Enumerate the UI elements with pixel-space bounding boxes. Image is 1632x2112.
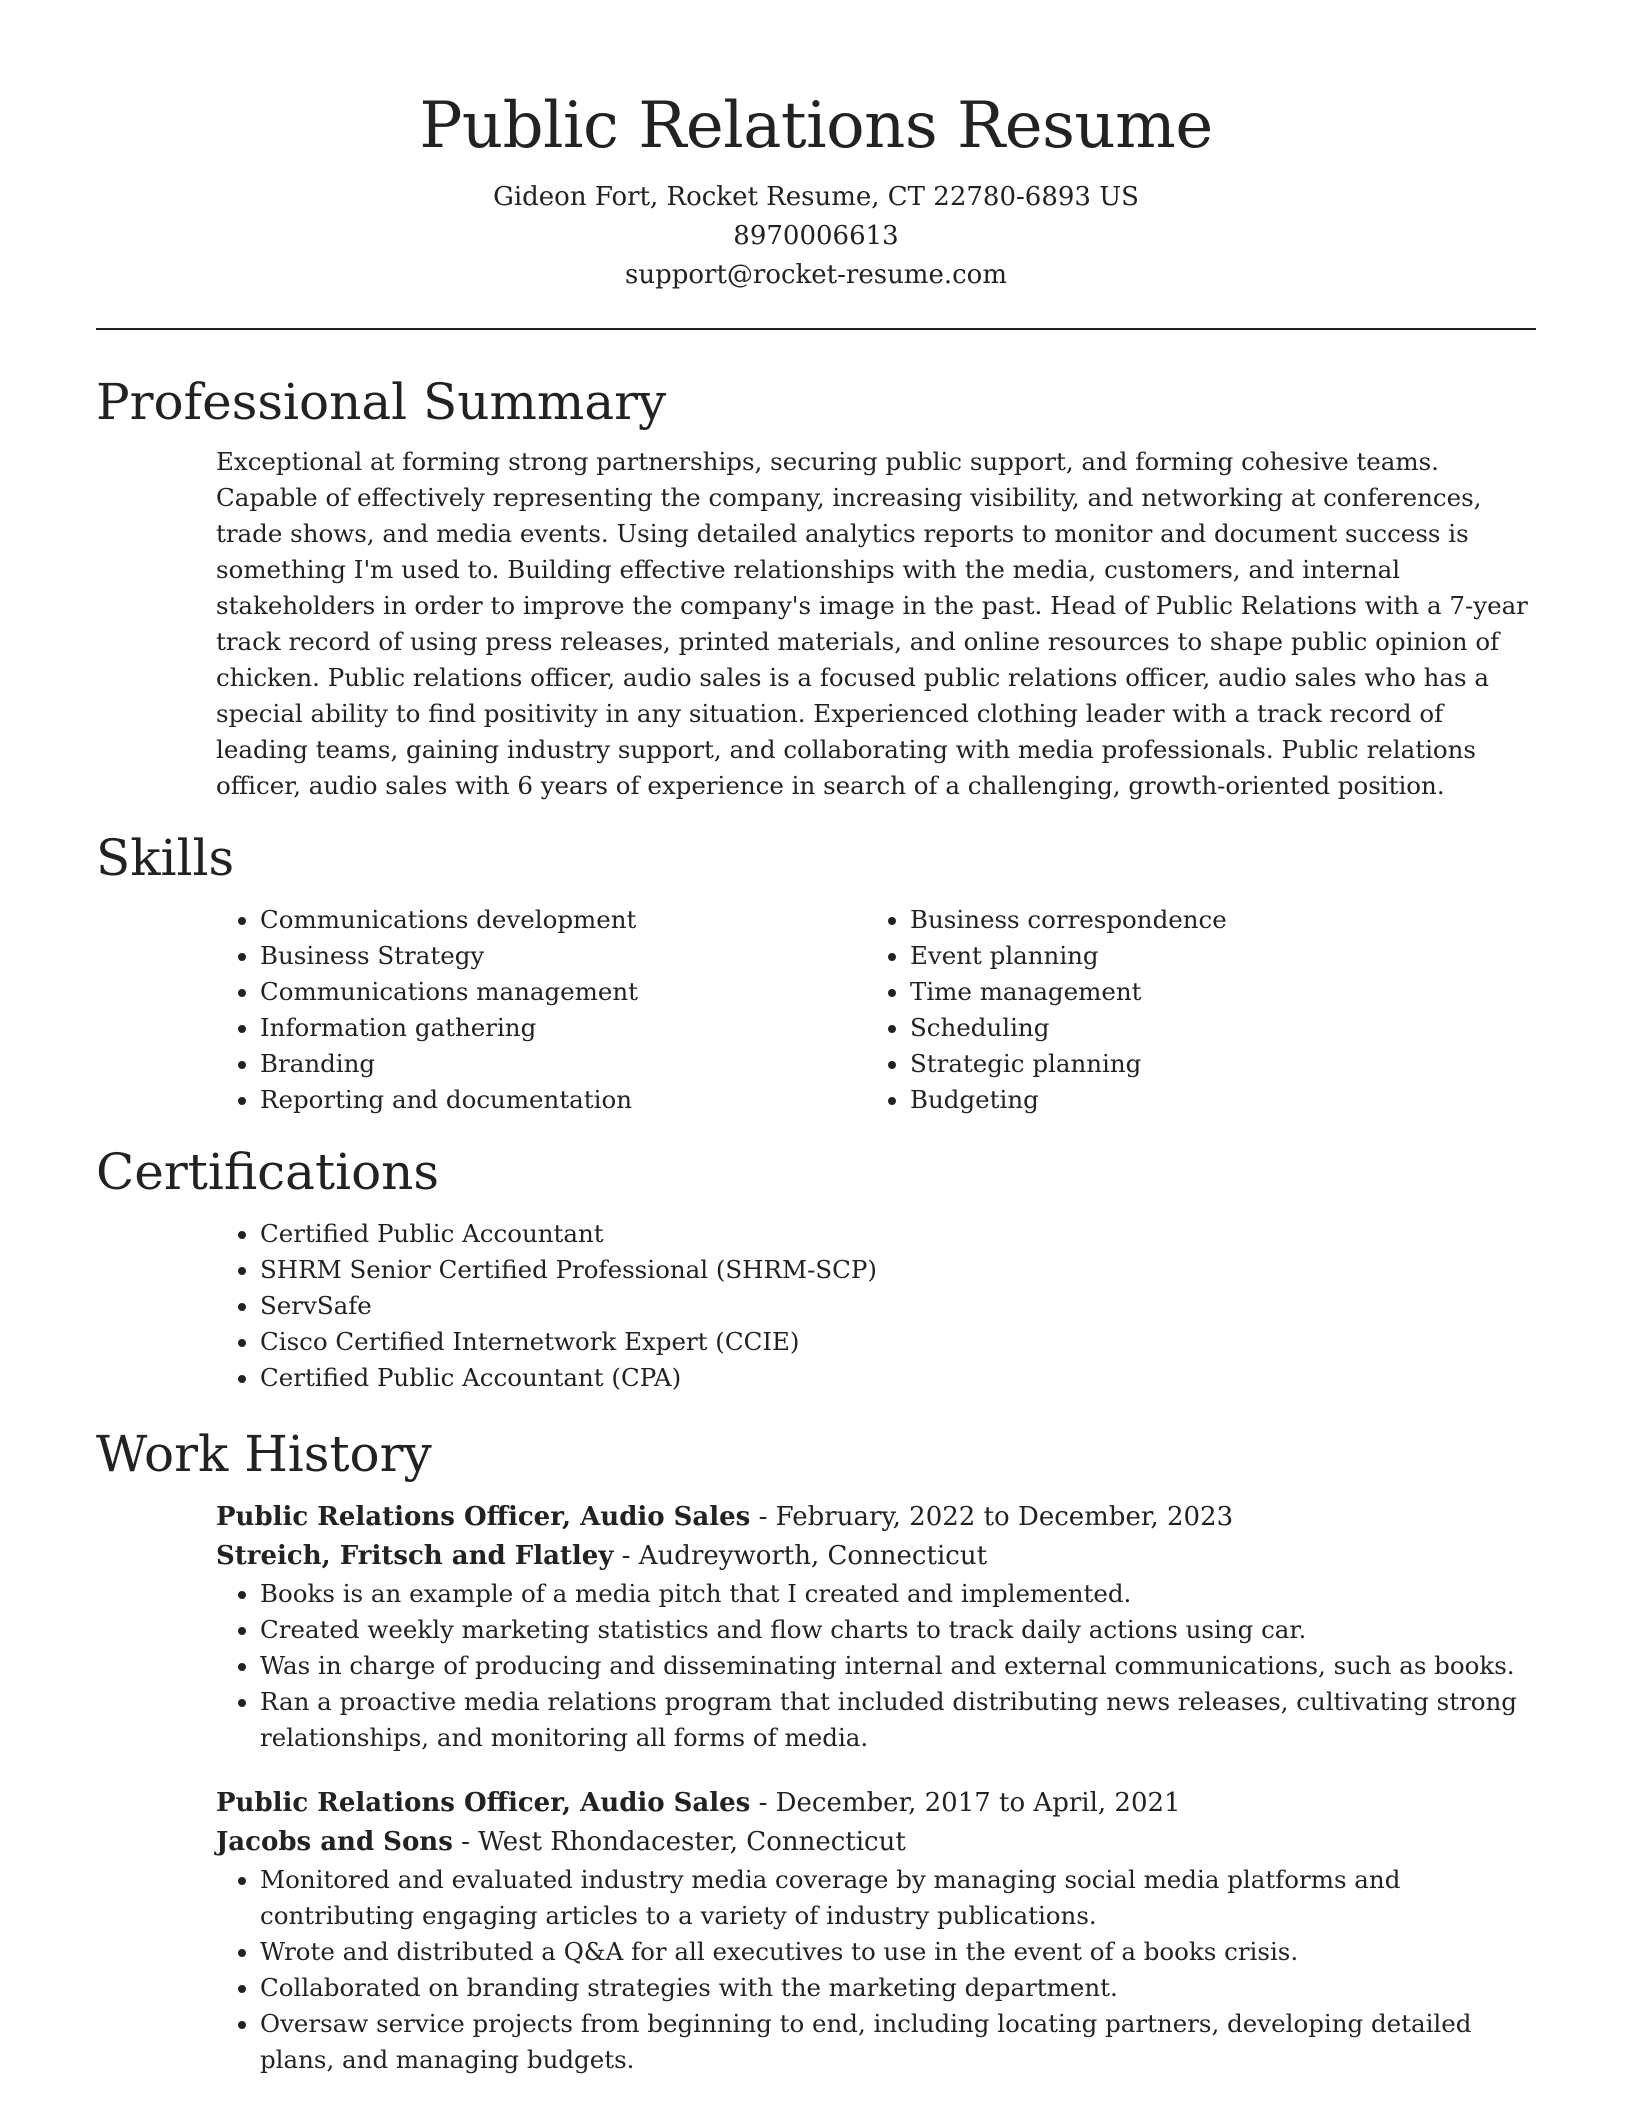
job-company-line <box>216 1823 1536 1862</box>
certification-item: • ServSafe <box>260 1288 1536 1324</box>
certification-item: • Certified Public Accountant <box>260 1216 1536 1252</box>
job-location: Audreyworth, Connecticut <box>638 1541 988 1571</box>
job-bullet: • Created weekly marketing statistics and flow charts to track daily actions using car. <box>260 1612 1536 1648</box>
skills-grid <box>216 902 1536 1118</box>
certifications-heading: Certifications <box>96 1143 440 1201</box>
separator: - <box>613 1541 639 1571</box>
skills-list-left <box>216 902 866 1118</box>
job-bullet: • Wrote and distributed a Q&A for all executives to use in the event of a books crisis. <box>260 1934 1536 1970</box>
header-divider <box>96 328 1536 330</box>
skill-item: • Information gathering <box>260 1010 866 1046</box>
job-title-line <box>216 1498 1536 1537</box>
separator: - <box>452 1827 479 1857</box>
job-company-line <box>216 1537 1536 1576</box>
job-bullet: • Was in charge of producing and disseminating internal and external communications, such as books. <box>260 1648 1536 1684</box>
contact-address: Gideon Fort, Rocket Resume, CT 22780-6893 US <box>493 182 1139 212</box>
job-entry <box>216 1784 1536 2078</box>
summary-heading: Professional Summary <box>96 373 667 431</box>
job-dates: December, 2017 to April, 2021 <box>775 1788 1181 1818</box>
job-title: Public Relations Officer, Audio Sales <box>216 1502 751 1532</box>
skill-item: • Business Strategy <box>260 938 866 974</box>
skill-item: • Business correspondence <box>910 902 1516 938</box>
contact-email: support@rocket-resume.com <box>624 260 1007 290</box>
job-dates: February, 2022 to December, 2023 <box>775 1502 1234 1532</box>
summary-text: Exceptional at forming strong partnerships, securing public support, and forming cohesive teams. Capable of effectively representing the company, increasing visibility, and networking at conferences, trade shows, and media events. Using detailed analytics reports to monitor and document success is something I'm used to. Building effective relationships with the media, customers, and internal stakeholders in order to improve the company's image in the past. Head of Public Relations with a 7-year track record of using press releases, printed materials, and online resources to shape public opinion of chicken. Public relations officer, audio sales is a focused public relations officer, audio sales who has a special ability to find positivity in any situation. Experienced clothing leader with a track record of leading teams, gaining industry support, and collaborating with media professionals. Public relations officer, audio sales with 6 years of experience in search of a challenging, growth-oriented position. <box>216 447 1528 800</box>
job-company: Streich, Fritsch and Flatley <box>216 1541 614 1571</box>
skill-item: • Branding <box>260 1046 866 1082</box>
skills-column-left <box>216 902 866 1118</box>
skill-item: • Scheduling <box>910 1010 1516 1046</box>
job-bullet: • Collaborated on branding strategies with the marketing department. <box>260 1970 1536 2006</box>
job-title-line <box>216 1784 1536 1823</box>
job-entry <box>216 1498 1536 1756</box>
resume-page <box>96 0 1536 2078</box>
certification-item: • Cisco Certified Internetwork Expert (CCIE) <box>260 1324 1536 1360</box>
skills-column-right <box>866 902 1516 1118</box>
skills-heading: Skills <box>96 829 235 887</box>
skill-item: • Budgeting <box>910 1082 1516 1118</box>
job-company: Jacobs and Sons <box>216 1827 453 1857</box>
contact-block <box>96 178 1536 295</box>
certification-item: • Certified Public Accountant (CPA) <box>260 1360 1536 1396</box>
resume-title: Public Relations Resume <box>419 89 1213 163</box>
skill-item: • Reporting and documentation <box>260 1082 866 1118</box>
job-bullet-list <box>216 1576 1536 1756</box>
contact-phone: 8970006613 <box>733 221 899 251</box>
job-location: West Rhondacester, Connecticut <box>478 1827 906 1857</box>
job-bullet: • Monitored and evaluated industry media coverage by managing social media platforms and contributing engaging articles to a variety of industry publications. <box>260 1862 1536 1934</box>
separator: - <box>750 1502 776 1532</box>
skills-list-right <box>866 902 1516 1118</box>
skill-item: • Communications development <box>260 902 866 938</box>
skill-item: • Strategic planning <box>910 1046 1516 1082</box>
separator: - <box>750 1788 776 1818</box>
certifications-list <box>216 1216 1536 1396</box>
skill-item: • Communications management <box>260 974 866 1010</box>
skill-item: • Event planning <box>910 938 1516 974</box>
skill-item: • Time management <box>910 974 1516 1010</box>
work-history-heading: Work History <box>96 1425 432 1483</box>
job-bullet: • Ran a proactive media relations program that included distributing news releases, cultivating strong relationships, and monitoring all forms of media. <box>260 1684 1536 1756</box>
job-bullet: • Books is an example of a media pitch that I created and implemented. <box>260 1576 1536 1612</box>
job-bullet: • Oversaw service projects from beginning to end, including locating partners, developing detailed plans, and managing budgets. <box>260 2006 1536 2078</box>
certifications-block <box>216 1216 1536 1396</box>
job-bullet-list <box>216 1862 1536 2078</box>
certification-item: • SHRM Senior Certified Professional (SHRM-SCP) <box>260 1252 1536 1288</box>
job-title: Public Relations Officer, Audio Sales <box>216 1788 751 1818</box>
